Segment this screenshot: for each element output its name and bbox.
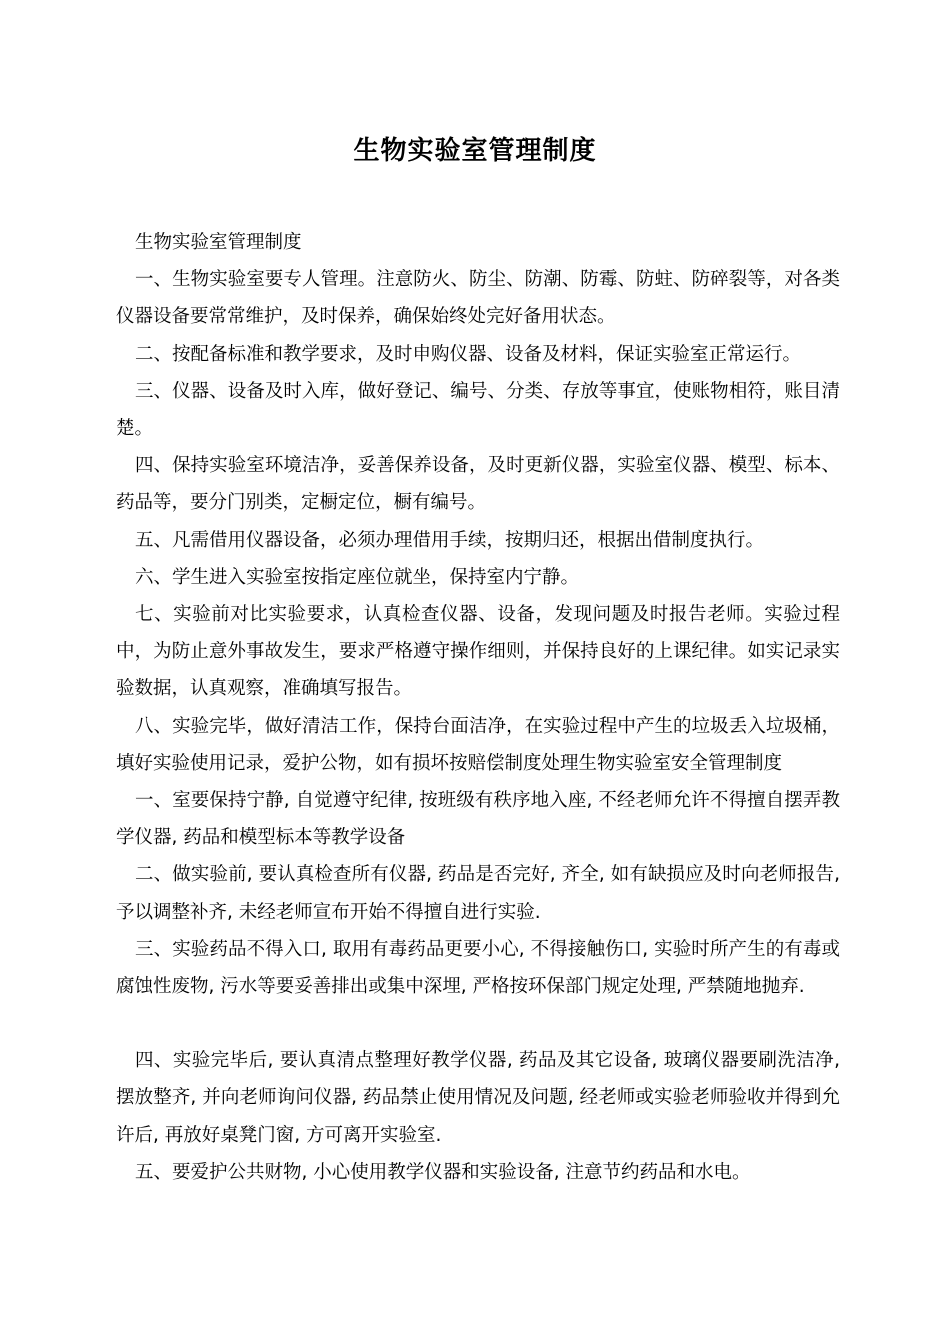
paragraph: 四、保持实验室环境洁净，妥善保养设备，及时更新仪器，实验室仪器、模型、标本、药品等，要分门别类，定橱定位，橱有编号。 <box>116 455 840 514</box>
paragraph: 八、实验完毕，做好清洁工作，保持台面洁净，在实验过程中产生的垃圾丢入垃圾桶，填好实验使用记录，爱护公物，如有损坏按赔偿制度处理生物实验室安全管理制度 <box>116 715 840 774</box>
paragraph: 三、仪器、设备及时入库，做好登记、编号、分类、存放等事宜，使账物相符，账目清楚。 <box>116 380 840 440</box>
paragraph: 七、实验前对比实验要求，认真检查仪器、设备，发现问题及时报告老师。实验过程中，为防止意外事故发生，要求严格遵守操作细则，并保持良好的上课纪律。如实记录实验数据，认真观察，准确填写报告。 <box>116 604 840 700</box>
document-body <box>116 224 840 1191</box>
paragraph: 六、学生进入实验室按指定座位就坐，保持室内宁静。 <box>135 566 580 588</box>
paragraph: 二、做实验前, 要认真检查所有仪器, 药品是否完好, 齐全, 如有缺损应及时向老师报告, 予以调整补齐, 未经老师宣布开始不得擅自进行实验. <box>116 864 840 923</box>
paragraph: 四、实验完毕后, 要认真清点整理好教学仪器, 药品及其它设备, 玻璃仪器要刷洗洁净, 摆放整齐, 并向老师询问仪器, 药品禁止使用情况及问题, 经老师或实验老师验收并得到允许后, 再放好桌凳门窗, 方可离开实验室. <box>116 1050 840 1146</box>
paragraph: 五、要爱护公共财物, 小心使用教学仪器和实验设备, 注意节约药品和水电。 <box>135 1161 751 1183</box>
blank-line <box>116 1005 840 1042</box>
paragraph: 三、实验药品不得入口, 取用有毒药品更要小心, 不得接触伤口, 实验时所产生的有毒或腐蚀性废物, 污水等要妥善排出或集中深埋, 严格按环保部门规定处理, 严禁随地抛弃. <box>116 938 840 998</box>
paragraph: 二、按配备标准和教学要求，及时申购仪器、设备及材料，保证实验室正常运行。 <box>135 343 802 365</box>
paragraph: 一、室要保持宁静, 自觉遵守纪律, 按班级有秩序地入座, 不经老师允许不得擅自摆弄教学仪器, 药品和模型标本等教学设备 <box>116 790 840 849</box>
document-title: 生物实验室管理制度 <box>353 136 597 166</box>
paragraph: 一、生物实验室要专人管理。注意防火、防尘、防潮、防霉、防蛀、防碎裂等，对各类仪器设备要常常维护，及时保养，确保始终处完好备用状态。 <box>116 269 840 328</box>
paragraph: 生物实验室管理制度 <box>135 232 302 253</box>
paragraph: 五、凡需借用仪器设备，必须办理借用手续，按期归还，根据出借制度执行。 <box>135 529 765 551</box>
